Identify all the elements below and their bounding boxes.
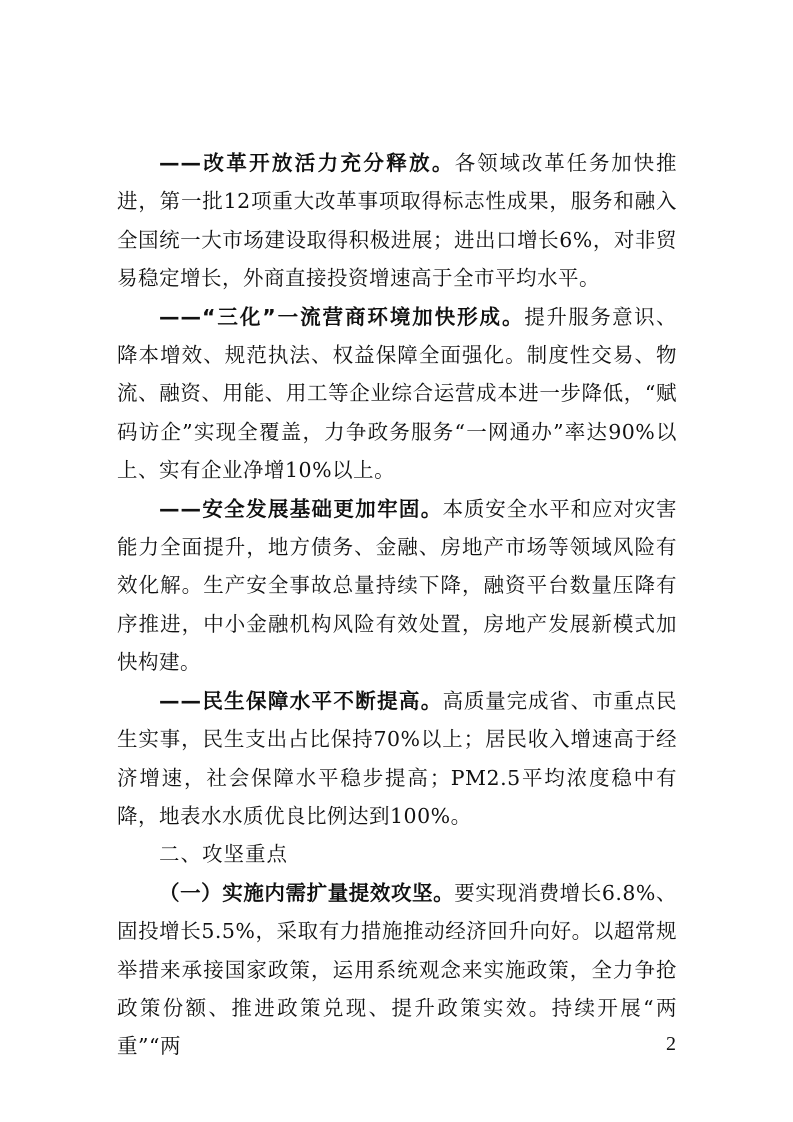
paragraph-domestic-demand (117, 874, 677, 1066)
paragraph-text: 本质安全水平和应对灾害能力全面提升，地方债务、金融、房地产市场等领域风险有效化解。生产安全事故总量持续下降，融资平台数量压降有序推进，中小金融机构风险有效处置，房地产发展新模式加快构建。 (117, 496, 678, 675)
paragraph-lead: ——“三化”一流营商环境加快形成。 (159, 304, 525, 329)
paragraph-safety-development (117, 490, 677, 682)
paragraph-text: 高质量完成省、市重点民生实事，民生支出占比保持70%以上；居民收入增速高于经济增速，社会保障水平稳步提高；PM2.5平均浓度稳中有降，地表水水质优良比例达到100%。 (117, 688, 678, 828)
paragraph-lead: ——民生保障水平不断提高。 (159, 688, 443, 713)
section-heading: 二、攻坚重点 (159, 842, 288, 867)
paragraph-business-environment (117, 298, 677, 490)
subsection-text: 要实现消费增长6.8%、固投增长5.5%，采取有力措施推动经济回升向好。以超常规举措来承接国家政策，运用系统观念来实施政策，全力争抢政策份额、推进政策兑现、提升政策实效。持续开展“两重”“两 (117, 880, 677, 1059)
page-number: 2 (666, 1033, 676, 1055)
paragraph-text: 各领域改革任务加快推进，第一批12项重大改革事项取得标志性成果，服务和融入全国统一大市场建设取得积极进展；进出口增长6%，对非贸易稳定增长，外商直接投资增速高于全市平均水平。 (117, 151, 678, 291)
paragraph-livelihood (117, 682, 677, 836)
document-body (117, 144, 677, 1066)
paragraph-text: 提升服务意识、降本增效、规范执法、权益保障全面强化。制度性交易、物流、融资、用能、用工等企业综合运营成本进一步降低，“赋码访企”实现全覆盖，力争政务服务“一网通办”率达90%以上、实有企业净增10%以上。 (117, 304, 678, 483)
paragraph-lead: ——改革开放活力充分释放。 (159, 151, 455, 175)
paragraph-lead: ——安全发展基础更加牢固。 (159, 496, 443, 521)
subsection-lead: （一）实施内需扩量提效攻坚。 (159, 880, 455, 905)
paragraph-reform-opening (117, 144, 677, 298)
